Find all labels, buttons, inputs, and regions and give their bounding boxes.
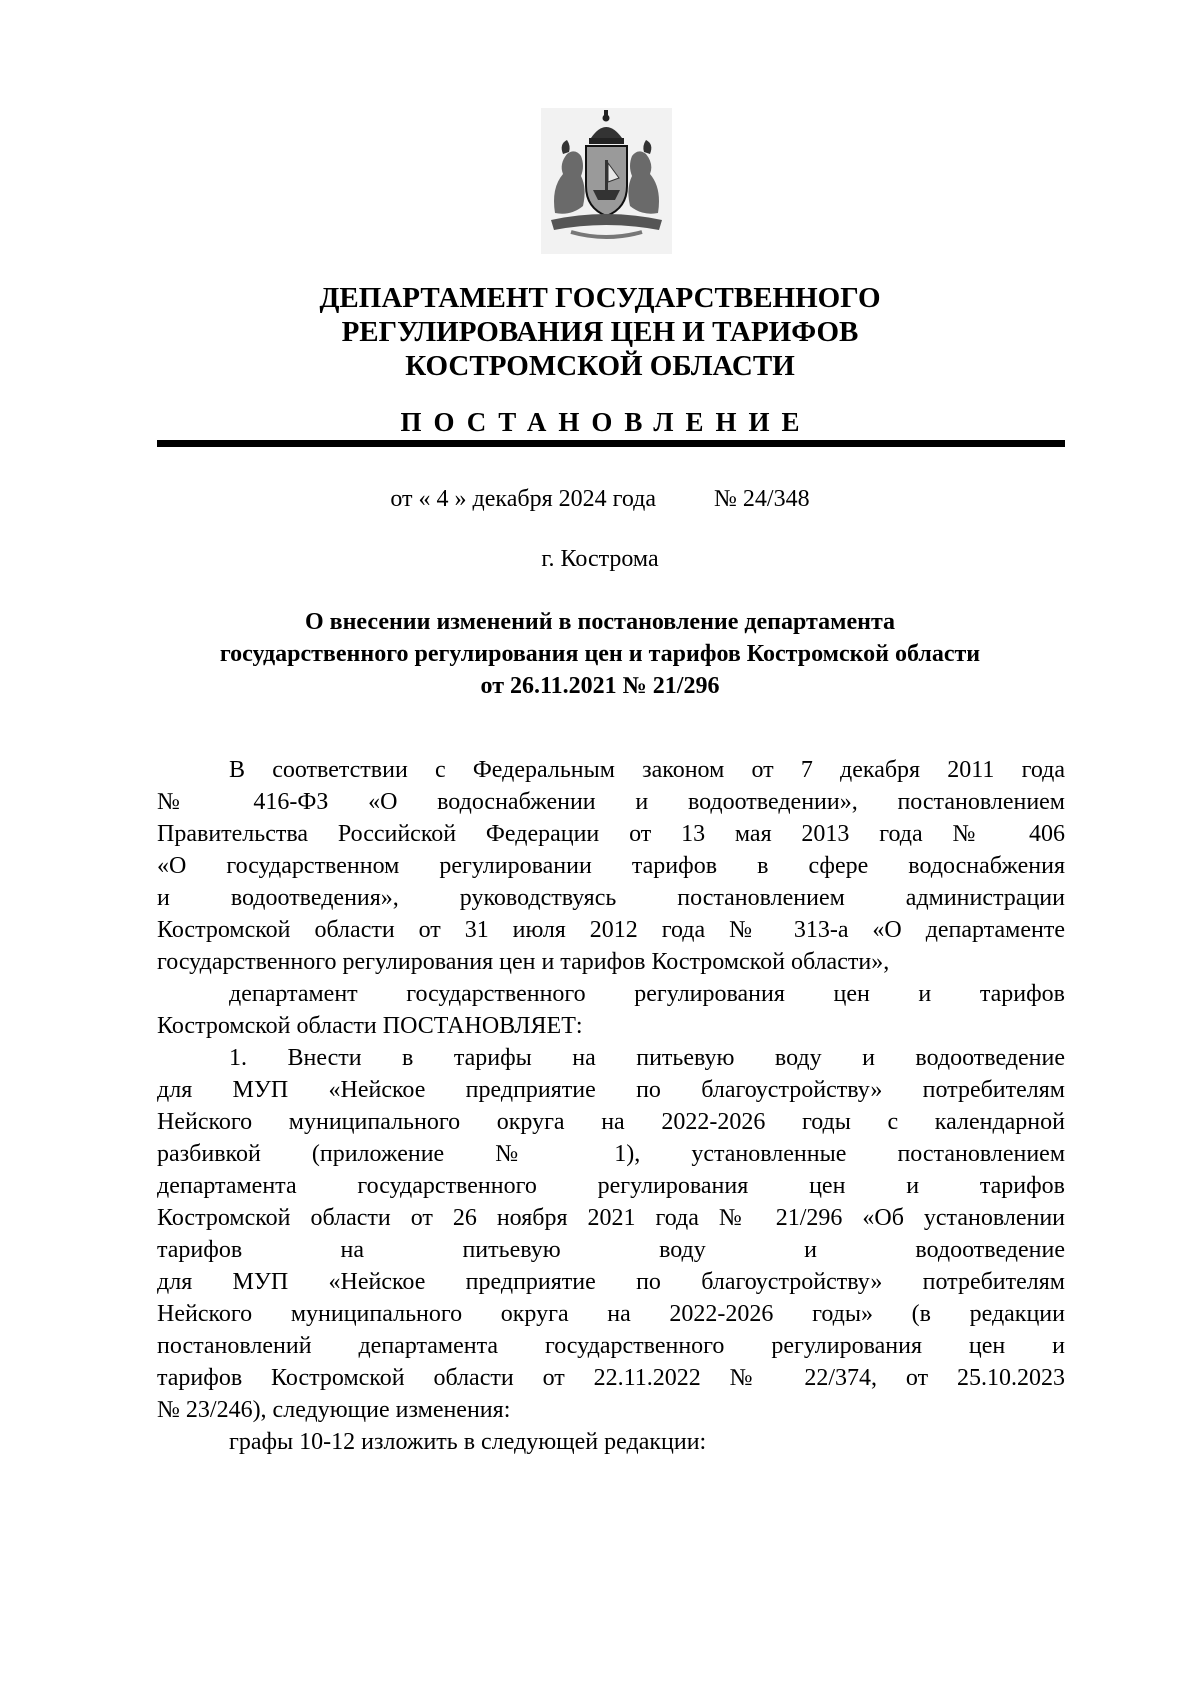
department-line: ДЕПАРТАМЕНТ ГОСУДАРСТВЕННОГО [319, 282, 881, 314]
body-line: постановлений департамента государственного регулирования цен и [157, 1333, 1065, 1359]
body-line: 1. Внести в тарифы на питьевую воду и водоотведение [229, 1045, 1065, 1071]
body-line: Нейского муниципального округа на 2022-2026 годы» (в редакции [157, 1301, 1065, 1327]
document-number: № 24/348 [714, 486, 810, 512]
body-line: и водоотведения», руководствуясь постановлением администрации [157, 885, 1065, 911]
document-body [157, 754, 1065, 1458]
subject-line: от 26.11.2021 № 21/296 [480, 673, 720, 699]
body-line: для МУП «Нейское предприятие по благоустройству» потребителям [157, 1269, 1065, 1295]
subject-line: О внесении изменений в постановление департамента [304, 609, 896, 635]
department-line: КОСТРОМСКОЙ ОБЛАСТИ [405, 350, 795, 382]
body-line: Костромской области ПОСТАНОВЛЯЕТ: [157, 1013, 583, 1039]
body-line: графы 10-12 изложить в следующей редакции: [229, 1429, 707, 1455]
body-line: Костромской области от 31 июля 2012 года № 313-а «О департаменте [157, 917, 1065, 943]
coat-of-arms-icon [541, 108, 672, 254]
body-line: № 23/246), следующие изменения: [157, 1397, 511, 1423]
body-line: тарифов Костромской области от 22.11.2022 № 22/374, от 25.10.2023 [157, 1365, 1065, 1391]
department-name [0, 281, 1200, 383]
body-line: № 416-ФЗ «О водоснабжении и водоотведении», постановлением [157, 789, 1065, 815]
department-line: РЕГУЛИРОВАНИЯ ЦЕН И ТАРИФОВ [341, 316, 859, 348]
document-subject [0, 606, 1200, 702]
document-city: г. Кострома [541, 546, 659, 572]
body-line: государственного регулирования цен и тарифов Костромской области», [157, 949, 890, 975]
body-line: для МУП «Нейское предприятие по благоустройству» потребителям [157, 1077, 1065, 1103]
header-divider [157, 440, 1065, 447]
subject-line: государственного регулирования цен и тарифов Костромской области [219, 641, 981, 667]
body-line: Костромской области от 26 ноября 2021 года № 21/296 «Об установлении [157, 1205, 1065, 1231]
body-line: разбивкой (приложение № 1), установленные постановлением [157, 1141, 1065, 1167]
body-line: Правительства Российской Федерации от 13 мая 2013 года № 406 [157, 821, 1065, 847]
body-line: В соответствии с Федеральным законом от 7 декабря 2011 года [229, 757, 1065, 783]
body-line: Нейского муниципального округа на 2022-2026 годы с календарной [157, 1109, 1065, 1135]
date-number-line [0, 486, 1200, 513]
body-line: департамент государственного регулирования цен и тарифов [229, 981, 1065, 1007]
document-date: от « 4 » декабря 2024 года [390, 486, 657, 512]
coat-of-arms-graphic [541, 108, 672, 254]
body-line: департамента государственного регулирования цен и тарифов [157, 1173, 1065, 1199]
document-type-heading: ПОСТАНОВЛЕНИЕ [400, 407, 812, 437]
body-line: тарифов на питьевую воду и водоотведение [157, 1237, 1065, 1263]
body-line: «О государственном регулировании тарифов в сфере водоснабжения [157, 853, 1065, 879]
